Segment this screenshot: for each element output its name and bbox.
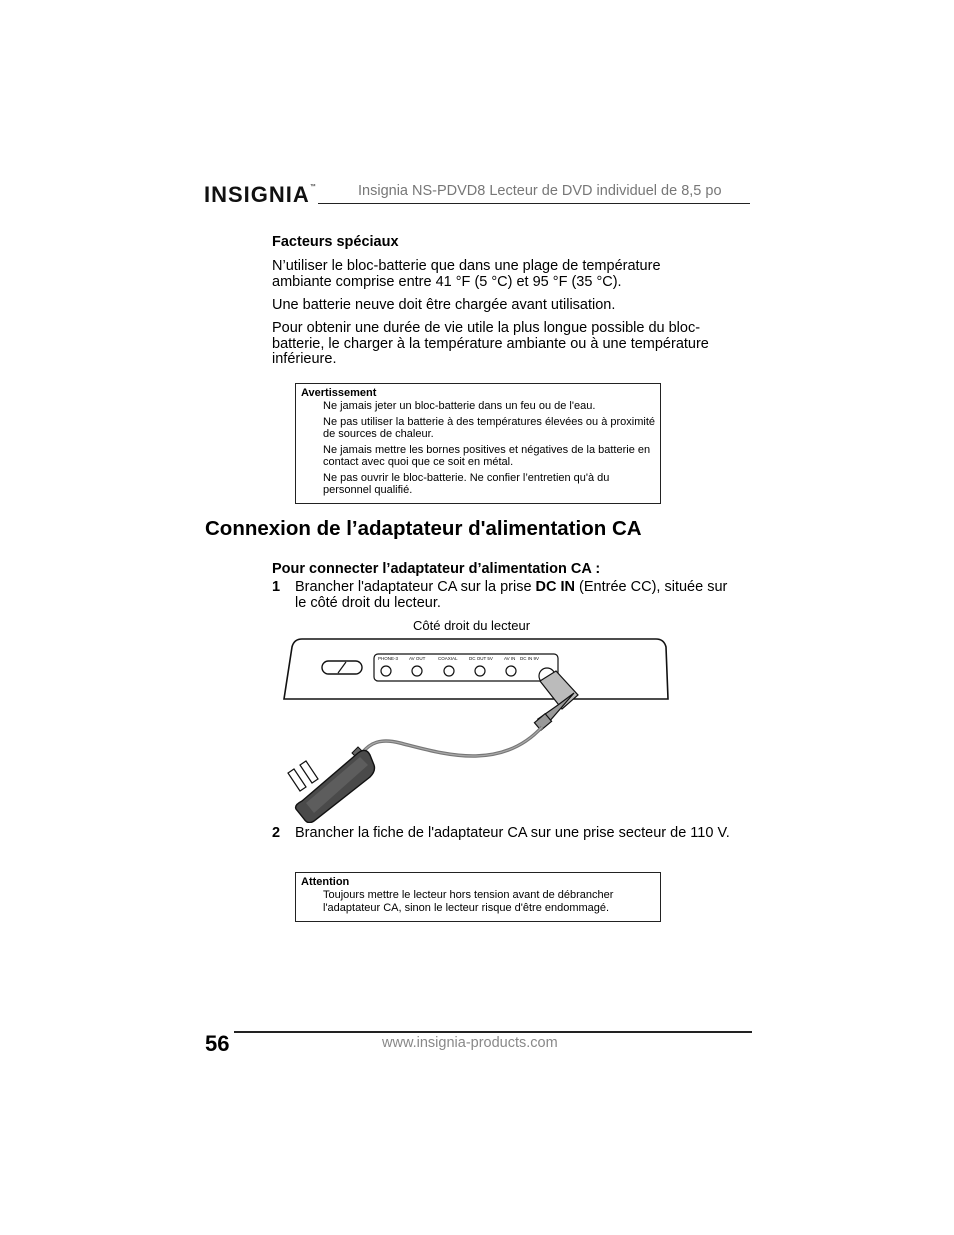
procedure-title: Pour connecter l’adaptateur d’alimentation CA : bbox=[272, 561, 601, 577]
caution-box bbox=[295, 872, 661, 922]
adapter-connection-illustration bbox=[270, 633, 680, 823]
header-title: Insignia NS-PDVD8 Lecteur de DVD individuel de 8,5 po bbox=[358, 183, 722, 199]
warning-list bbox=[323, 400, 655, 500]
step-text: Brancher la fiche de l'adaptateur CA sur une prise secteur de 110 V. bbox=[295, 825, 730, 841]
warning-item: Ne jamais mettre les bornes positives et négatives de la batterie en contact avec quoi que ce soit en métal. bbox=[323, 444, 651, 468]
header-divider bbox=[318, 203, 750, 204]
caution-label: Attention bbox=[301, 876, 350, 888]
page-number: 56 bbox=[205, 1031, 230, 1056]
warning-box bbox=[295, 383, 661, 504]
step-1 bbox=[272, 580, 742, 614]
caution-text: Toujours mettre le lecteur hors tension avant de débrancher l'adaptateur CA, sinon le lecteur risque d'être endommagé. bbox=[323, 889, 614, 914]
insignia-logo: INSIGNIA™ bbox=[204, 182, 316, 207]
section-title: Connexion de l’adaptateur d'alimentation CA bbox=[205, 517, 642, 540]
port-jack bbox=[506, 666, 516, 676]
port-label: COAXIAL bbox=[438, 656, 458, 661]
warning-label: Avertissement bbox=[301, 387, 377, 399]
dc-in-label: DC IN bbox=[535, 579, 576, 595]
port-label: DC IN 9V bbox=[520, 656, 540, 661]
port-label: PHONE-3 bbox=[378, 656, 399, 661]
wall-plug-prongs bbox=[288, 761, 318, 791]
footer-divider bbox=[234, 1031, 752, 1033]
warning-item: Ne pas ouvrir le bloc-batterie. Ne confier l’entretien qu'à du personnel qualifié. bbox=[323, 472, 610, 496]
port-label: AV IN bbox=[504, 656, 516, 661]
footer-url: www.insignia-products.com bbox=[382, 1035, 558, 1051]
paragraph-charge-before-use: Une batterie neuve doit être chargée avant utilisation. bbox=[272, 297, 616, 313]
special-factors-heading: Facteurs spéciaux bbox=[272, 234, 399, 250]
paragraph-battery-life: Pour obtenir une durée de vie utile la plus longue possible du bloc-batterie, le charger à la température ambiante ou à une température inférieure. bbox=[272, 320, 709, 367]
port-jack bbox=[381, 666, 391, 676]
port-jack bbox=[475, 666, 485, 676]
step-number: 2 bbox=[272, 825, 281, 841]
step-2 bbox=[272, 826, 742, 860]
port-jack bbox=[444, 666, 454, 676]
figure-caption: Côté droit du lecteur bbox=[413, 618, 531, 633]
port-jack bbox=[412, 666, 422, 676]
warning-item: Ne jamais jeter un bloc-batterie dans un feu ou de l'eau. bbox=[323, 400, 596, 412]
step-text: Brancher l'adaptateur CA sur la prise DC IN (Entrée CC), située sur le côté droit du lecteur. bbox=[295, 579, 728, 611]
port-label: DC OUT 5V bbox=[469, 656, 493, 661]
step-number: 1 bbox=[272, 579, 281, 595]
port-label: AV OUT bbox=[409, 656, 426, 661]
paragraph-temperature-range: N’utiliser le bloc-batterie que dans une plage de température ambiante comprise entre 41 °F (5 °C) et 95 °F (35 °C). bbox=[272, 258, 661, 290]
warning-item: Ne pas utiliser la batterie à des températures élevées ou à proximité de sources de chaleur. bbox=[323, 416, 656, 440]
